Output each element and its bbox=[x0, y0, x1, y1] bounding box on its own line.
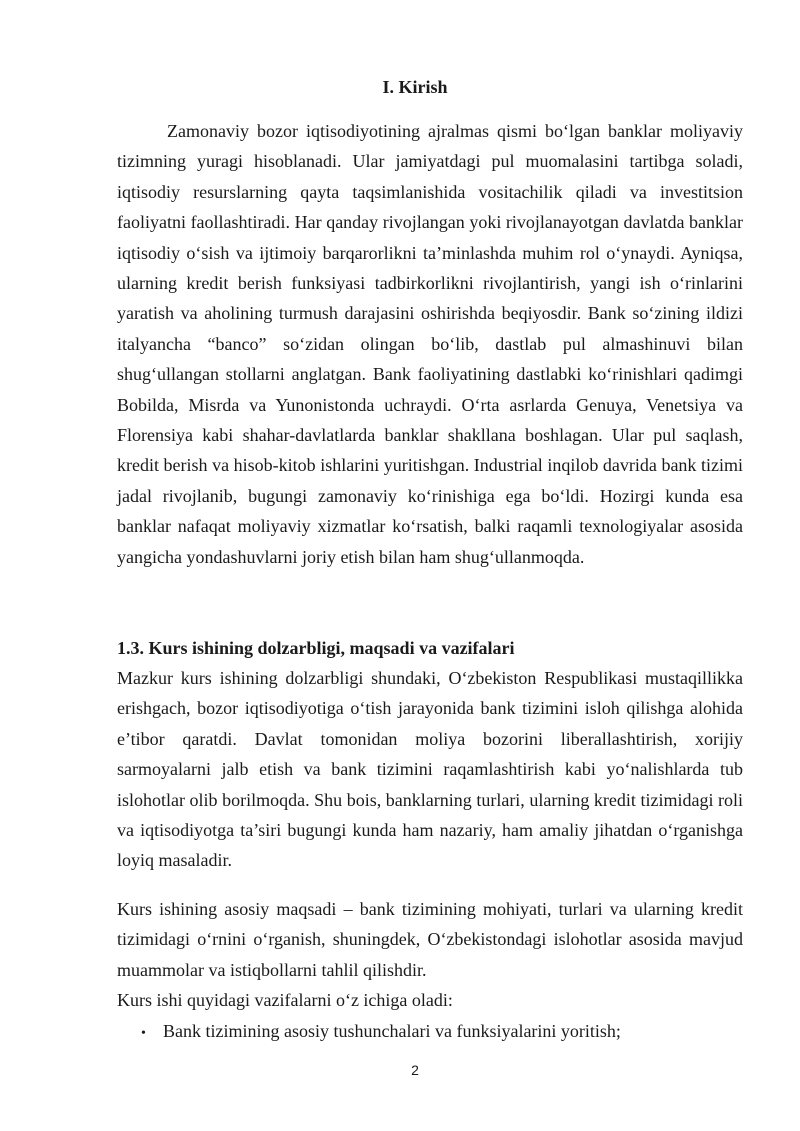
page-title: I. Kirish bbox=[382, 77, 448, 97]
page-number: 2 bbox=[411, 1062, 419, 1078]
goal-paragraph: Kurs ishining asosiy maqsadi – bank tizimining mohiyati, turlari va ularning kredit tizimidagi o‘rnini o‘rganish, shuningdek, O‘zbekistondagi islohotlar asosida mavjud muammolar va istiqbollarni tahlil qilishdir. bbox=[117, 899, 743, 980]
list-item-text: Bank tizimining asosiy tushunchalari va funksiyalarini yoritish; bbox=[163, 1021, 621, 1041]
relevance-paragraph: Mazkur kurs ishining dolzarbligi shundaki, O‘zbekiston Respublikasi mustaqillikka erishgach, bozor iqtisodiyotiga o‘tish jarayonida bank tizimini isloh qilishga alohida e’tibor qaratdi. Davlat tomonidan moliya bozorini liberallashtirish, xorijiy sarmoyalarni jalb etish va bank tizimini raqamlashtirish kabi yo‘nalishlarda tub islohotlar olib borilmoqda. Shu bois, banklarning turlari, ularning kredit tizimidagi roli va iqtisodiyotga ta’siri bugungi kunda ham nazariy, ham amaliy jihatdan o‘rganishga loyiq masaladir. bbox=[117, 668, 743, 871]
tasks-intro: Kurs ishi quyidagi vazifalarni o‘z ichiga oladi: bbox=[117, 990, 453, 1010]
bullet-icon: • bbox=[141, 1026, 146, 1041]
intro-paragraph: Zamonaviy bozor iqtisodiyotining ajralmas qismi bo‘lgan banklar moliyaviy tizimning yuragi hisoblanadi. Ular jamiyatdagi pul muomalasini tartibga soladi, iqtisodiy resurslarning qayta taqsimlanishida vositachilik qiladi va investitsion faoliyatni faollashtiradi. Har qanday rivojlangan yoki rivojlanayotgan davlatda banklar iqtisodiy o‘sish va ijtimoiy barqarorlikni ta’minlashda muhim rol o‘ynaydi. Ayniqsa, ularning kredit berish funksiyasi tadbirkorlikni rivojlantirish, yangi ish o‘rinlarini yaratish va aholining turmush darajasini oshirishda beqiyosdir. Bank so‘zining ildizi italyancha “banco” so‘zidan olingan bo‘lib, dastlab pul almashinuvi bilan shug‘ullangan stollarni anglatgan. Bank faoliyatining dastlabki ko‘rinishlari qadimgi Bobilda, Misrda va Yunonistonda uchraydi. O‘rta asrlarda Genuya, Venetsiya va Florensiya kabi shahar-davlatlarda banklar shakllana boshlagan. Ular pul saqlash, kredit berish va hisob-kitob ishlarini yuritishgan. Industrial inqilob davrida bank tizimi jadal rivojlanib, bugungi zamonaviy ko‘rinishiga ega bo‘ldi. Hozirgi kunda esa banklar nafaqat moliyaviy xizmatlar ko‘rsatish, balki raqamli texnologiyalar asosida yangicha yondashuvlarni joriy etish bilan ham shug‘ullanmoqda. bbox=[117, 121, 743, 567]
section-heading: 1.3. Kurs ishining dolzarbligi, maqsadi va vazifalari bbox=[117, 638, 515, 658]
list-item bbox=[141, 1016, 741, 1049]
